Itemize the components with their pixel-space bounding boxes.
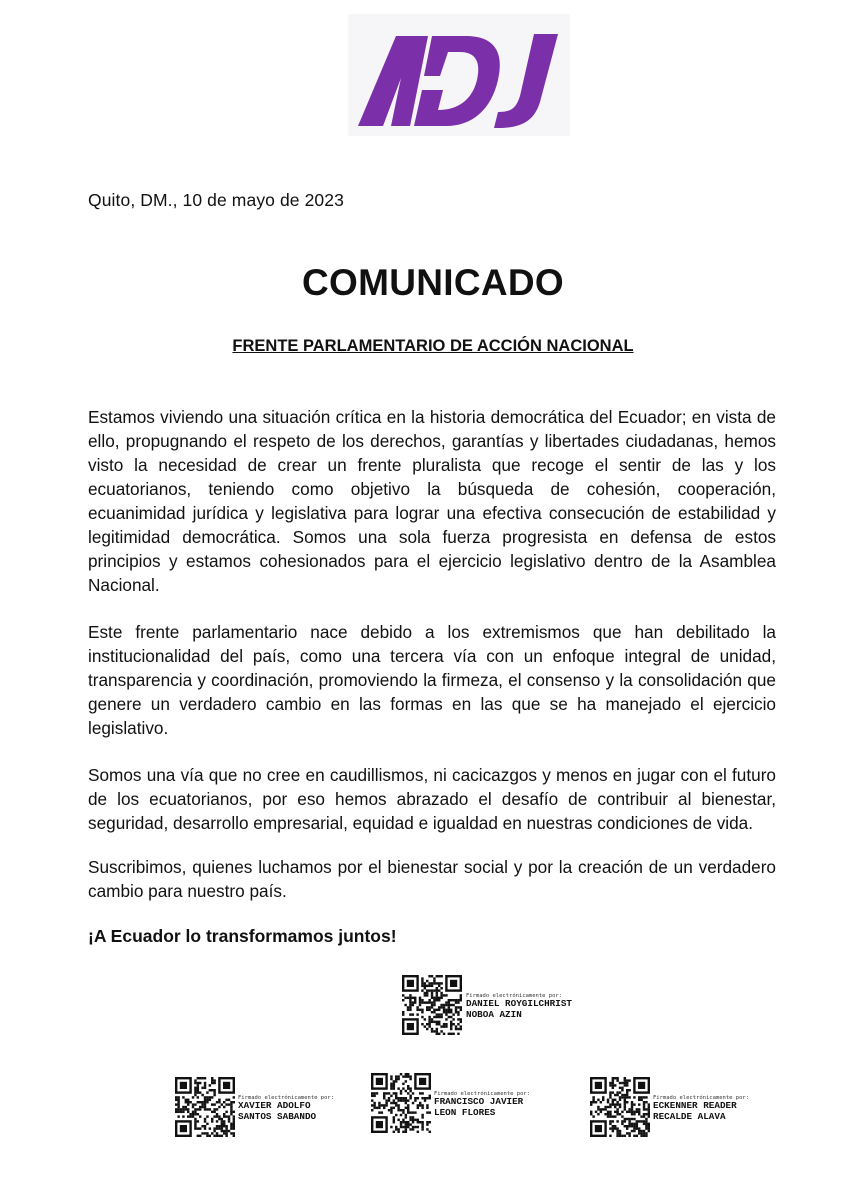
signer-name-line2: NOBOA AZIN <box>466 1008 522 1020</box>
adj-logo <box>348 14 570 136</box>
qr-code-icon <box>371 1073 431 1133</box>
signer-name-line2: SANTOS SABANDO <box>238 1110 317 1122</box>
paragraph-4: Suscribimos, quienes luchamos por el bienestar social y por la creación de un verdadero cambio para nuestro país. <box>88 857 776 901</box>
signer-name-line1: FRANCISCO JAVIER <box>434 1096 524 1107</box>
signer-name-line2: RECALDE ALAVA <box>653 1110 726 1122</box>
signature-block <box>371 1073 551 1135</box>
signer-name <box>466 999 572 1020</box>
signer-name <box>653 1101 737 1122</box>
signature-block <box>590 1077 770 1139</box>
paragraph-3: Somos una vía que no cree en caudillismos, ni cacicazgos y menos en jugar con el futuro de los ecuatorianos, por eso hemos abrazado el desafío de contribuir al bienestar, seguridad, desarrollo empresarial, equidad e igualdad en nuestras condiciones de vida. <box>88 765 776 833</box>
paragraph-1: Estamos viviendo una situación crítica en la historia democrática del Ecuador; en vista de ello, propugnando el respeto de los derechos, garantías y libertades ciudadanas, hemos visto la necesidad de crear un frente pluralista que recoge el sentir de las y los ecuatorianos, teniendo como objetivo la búsqueda de cohesión, cooperación, ecuanimidad jurídica y legislativa para lograr una efectiva consecución de estabilidad y legitimidad democrática. Somos una sola fuerza progresista en defensa de estos principios y estamos cohesionados para el ejercicio legislativo dentro de la Asamblea Nacional. <box>88 407 776 595</box>
qr-code-icon <box>175 1077 235 1137</box>
date-line: Quito, DM., 10 de mayo de 2023 <box>88 190 344 210</box>
signer-name <box>238 1101 316 1122</box>
qr-code-icon <box>590 1077 650 1137</box>
adj-logo-graphic <box>348 14 570 136</box>
signer-name-line1: XAVIER ADOLFO <box>238 1100 311 1111</box>
document-subtitle: FRENTE PARLAMENTARIO DE ACCIÓN NACIONAL <box>232 337 634 355</box>
closing-slogan: ¡A Ecuador lo transformamos juntos! <box>88 926 397 946</box>
paragraph-2: Este frente parlamentario nace debido a los extremismos que han debilitado la institucionalidad del país, como una tercera vía con un enfoque integral de unidad, transparencia y coordinación, promoviendo la firmeza, el consenso y la consolidación que genere un verdadero cambio en las formas en las que se ha manejado el ejercicio legislativo. <box>88 622 776 738</box>
signature-caption: Firmado electrónicamente por: <box>238 1095 335 1101</box>
document-title: COMUNICADO <box>302 262 564 303</box>
signature-caption: Firmado electrónicamente por: <box>466 993 563 999</box>
signature-caption: Firmado electrónicamente por: <box>653 1095 750 1101</box>
signer-name-line1: DANIEL ROYGILCHRIST <box>466 998 573 1009</box>
signer-name-line2: LEON FLORES <box>434 1106 496 1118</box>
signer-name-line1: ECKENNER READER <box>653 1100 737 1111</box>
signature-caption: Firmado electrónicamente por: <box>434 1091 531 1097</box>
qr-code-icon <box>402 975 462 1035</box>
signature-block <box>175 1077 355 1139</box>
signer-name <box>434 1097 523 1118</box>
signature-block <box>402 975 602 1037</box>
